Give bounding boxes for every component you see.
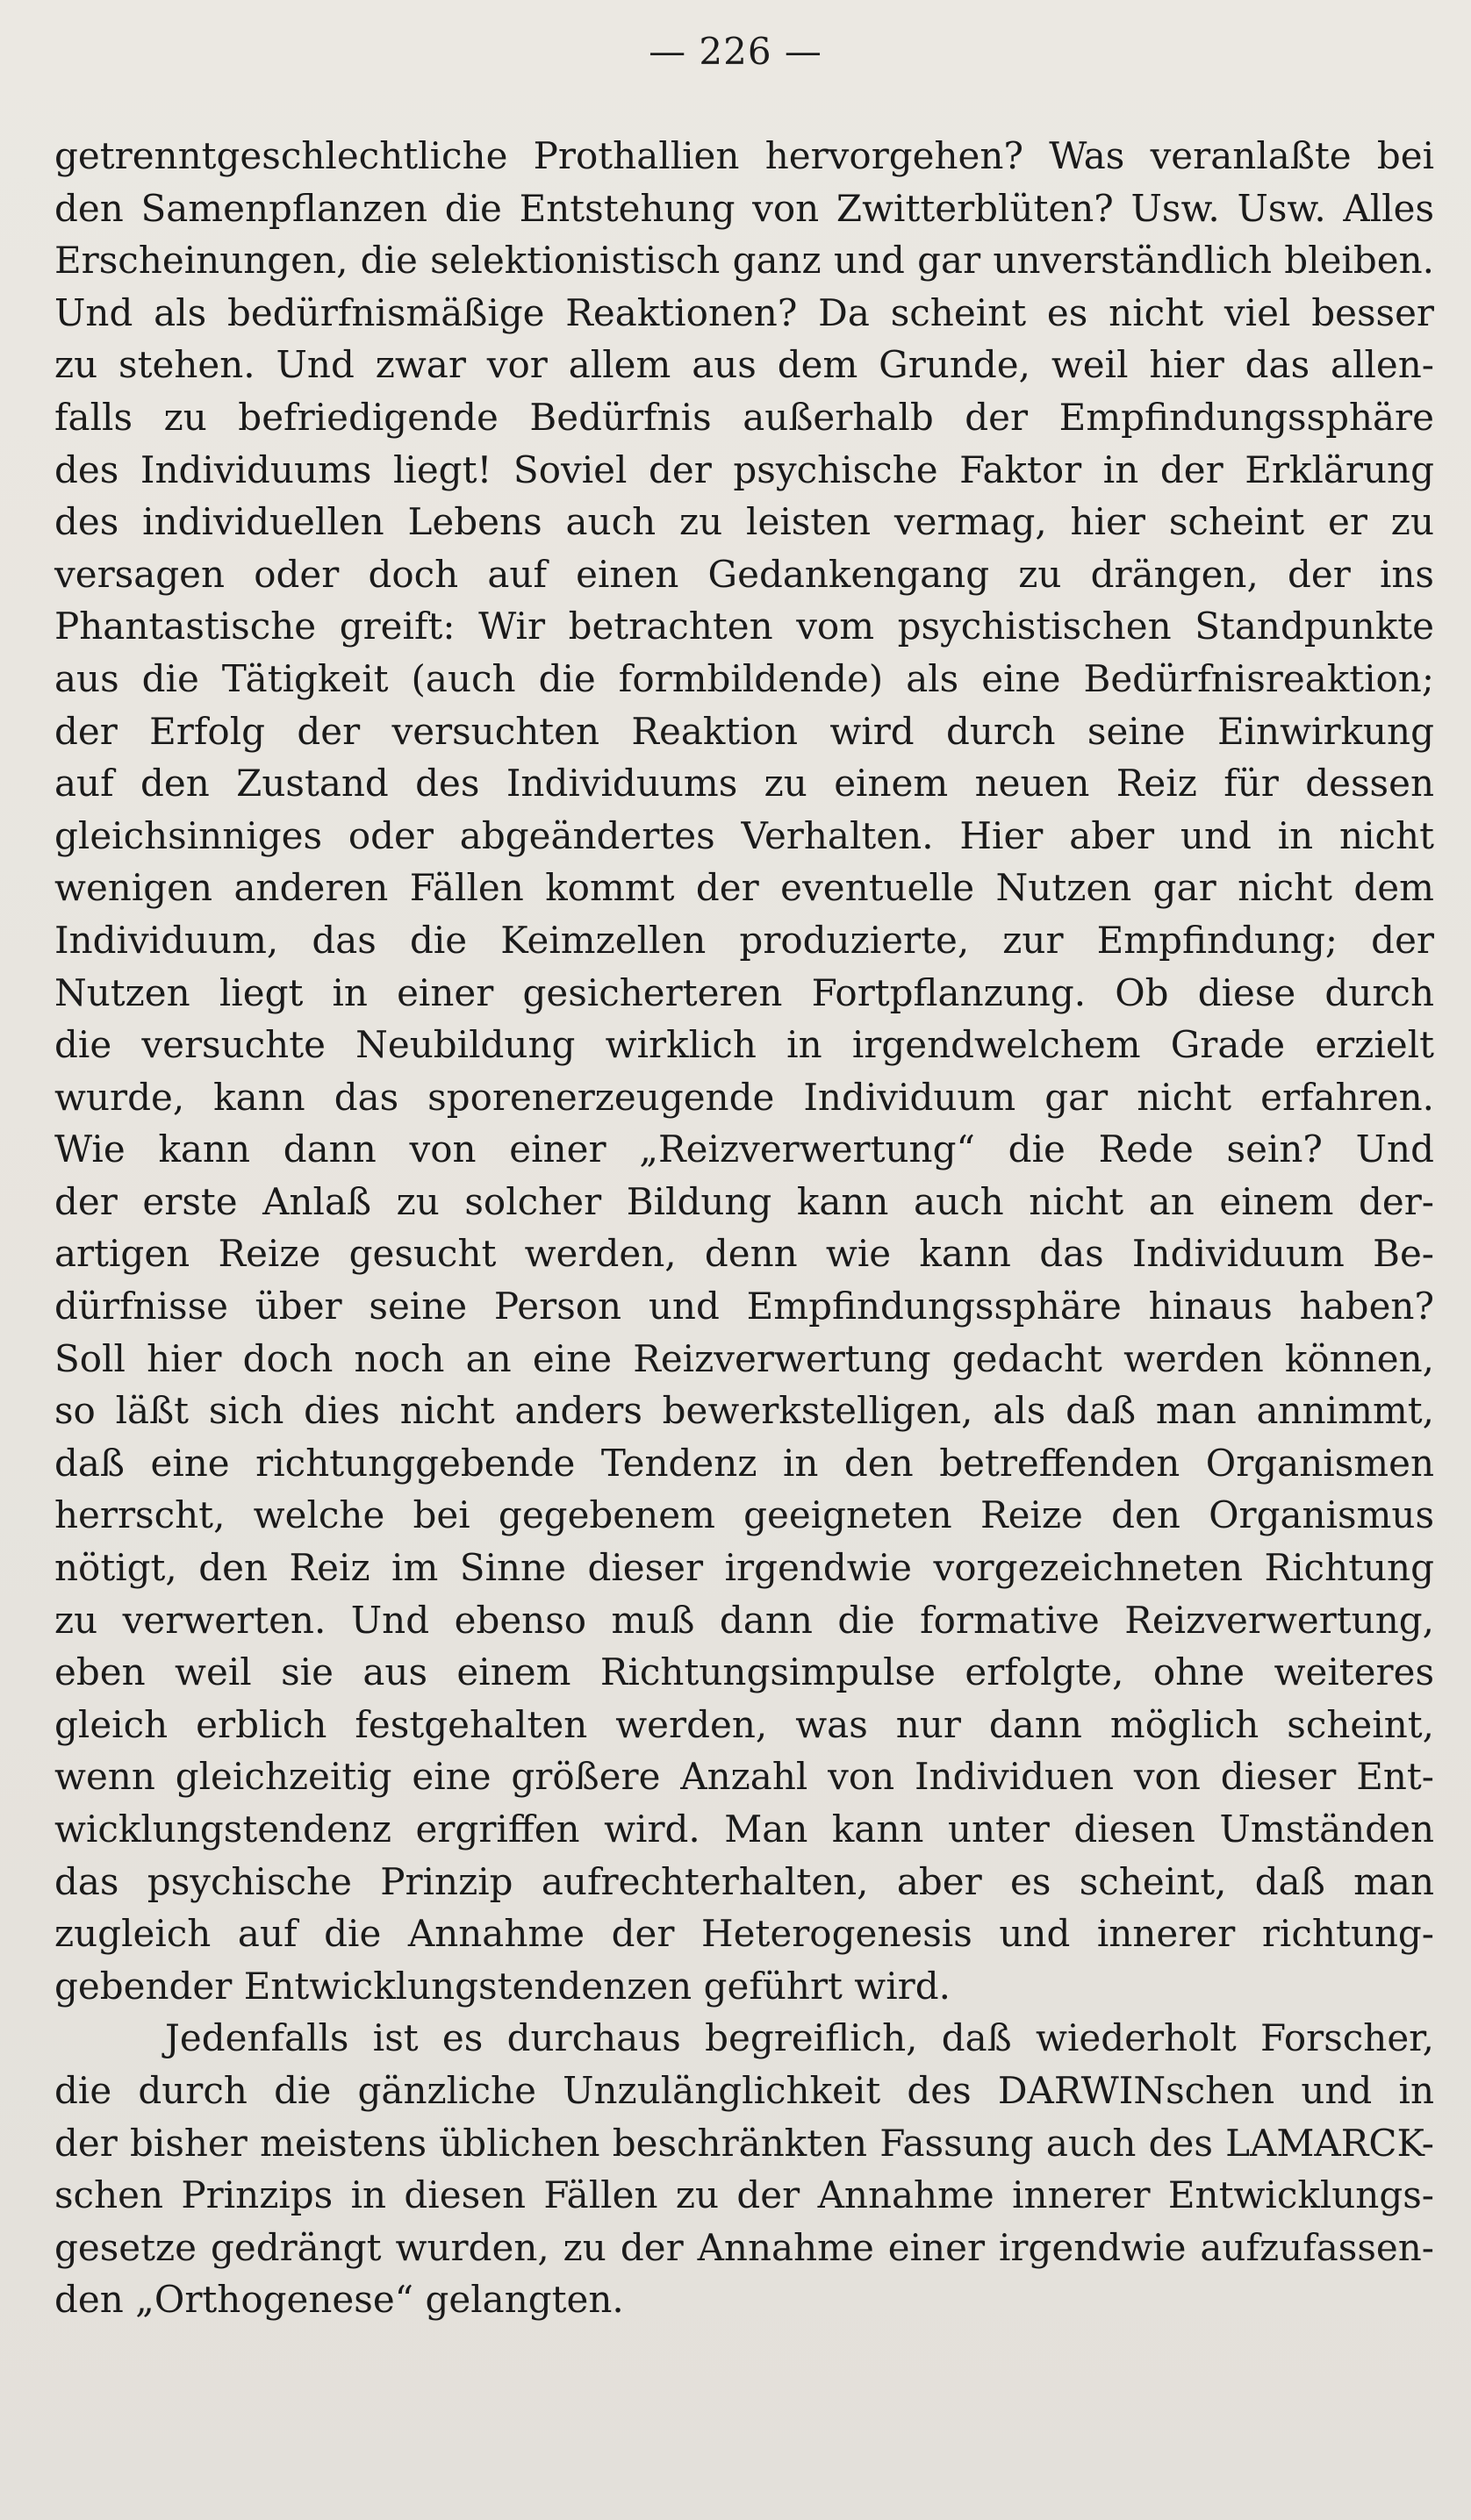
text-line: zugleich auf die Annahme der Heterogenesis und innerer richtung- xyxy=(54,1912,1434,1956)
text-line: gleich erblich festgehalten werden, was nur dann möglich scheint, xyxy=(54,1702,1434,1746)
text-line: der Erfolg der versuchten Reaktion wird durch seine Einwirkung xyxy=(54,709,1434,753)
text-line: so läßt sich dies nicht anders bewerkstelligen, als daß man annimmt, xyxy=(54,1389,1434,1433)
text-line: versagen oder doch auf einen Gedankengang zu drängen, der ins xyxy=(54,552,1434,596)
text-line: Jedenfalls ist es durchaus begreiflich, daß wiederholt Forscher, xyxy=(165,2016,1434,2060)
text-line: zu verwerten. Und ebenso muß dann die formative Reizverwertung, xyxy=(54,1598,1434,1642)
body-text xyxy=(54,130,1434,2326)
text-line: Erscheinungen, die selektionistisch ganz und gar unverständlich bleiben. xyxy=(54,239,1434,283)
text-line: des individuellen Lebens auch zu leisten vermag, hier scheint er zu xyxy=(54,500,1434,544)
text-line: wurde, kann das sporenerzeugende Individuum gar nicht erfahren. xyxy=(54,1075,1434,1119)
text-line: wenn gleichzeitig eine größere Anzahl von Individuen von dieser Ent- xyxy=(54,1755,1434,1799)
text-line: die versuchte Neubildung wirklich in irgendwelchem Grade erzielt xyxy=(54,1023,1434,1067)
text-line: daß eine richtunggebende Tendenz in den betreffenden Organismen xyxy=(54,1441,1434,1485)
text-line: auf den Zustand des Individuums zu einem neuen Reiz für dessen xyxy=(54,762,1434,805)
text-line: zu stehen. Und zwar vor allem aus dem Grunde, weil hier das allen- xyxy=(54,343,1434,387)
text-line: dürfnisse über seine Person und Empfindungssphäre hinaus haben? xyxy=(54,1285,1434,1328)
text-line: wenigen anderen Fällen kommt der eventuelle Nutzen gar nicht dem xyxy=(54,866,1434,910)
text-line: nötigt, den Reiz im Sinne dieser irgendwie vorgezeichneten Richtung xyxy=(54,1546,1434,1590)
text-line: des Individuums liegt! Soviel der psychische Faktor in der Erklärung xyxy=(54,447,1434,491)
text-line: Soll hier doch noch an eine Reizverwertung gedacht werden können, xyxy=(54,1336,1434,1380)
text-line: das psychische Prinzip aufrechterhalten, aber es scheint, daß man xyxy=(54,1859,1434,1903)
text-line: getrenntgeschlechtliche Prothallien hervorgehen? Was veranlaßte bei xyxy=(54,134,1434,177)
text-line: der bisher meistens üblichen beschränkten Fassung auch des LAMARCK- xyxy=(54,2121,1434,2165)
text-line: wicklungstendenz ergriffen wird. Man kann unter diesen Umständen xyxy=(54,1808,1434,1851)
text-line: gesetze gedrängt wurden, zu der Annahme einer irgendwie aufzufassen- xyxy=(54,2225,1434,2269)
page-number: — 226 — xyxy=(649,30,822,73)
text-line: schen Prinzips in diesen Fällen zu der Annahme innerer Entwicklungs- xyxy=(54,2173,1434,2217)
text-line: Wie kann dann von einer „Reizverwertung“ die Rede sein? Und xyxy=(54,1128,1434,1171)
text-line: eben weil sie aus einem Richtungsimpulse erfolgte, ohne weiteres xyxy=(54,1650,1434,1694)
text-line: den Samenpflanzen die Entstehung von Zwitterblüten? Usw. Usw. Alles xyxy=(54,186,1434,230)
text-line: den „Orthogenese“ gelangten. xyxy=(54,2278,624,2322)
text-line: Und als bedürfnismäßige Reaktionen? Da scheint es nicht viel besser xyxy=(54,290,1434,334)
text-line: gebender Entwicklungstendenzen geführt wird. xyxy=(54,1964,951,2008)
text-line: falls zu befriedigende Bedürfnis außerhalb der Empfindungssphäre xyxy=(54,395,1434,439)
paragraph-2 xyxy=(54,2012,1434,2326)
text-line: artigen Reize gesucht werden, denn wie kann das Individuum Be- xyxy=(54,1232,1434,1276)
text-line: herrscht, welche bei gegebenem geeigneten Reize den Organismus xyxy=(54,1493,1434,1537)
text-line: aus die Tätigkeit (auch die formbildende) als eine Bedürfnisreaktion; xyxy=(54,656,1434,700)
text-line: Phantastische greift: Wir betrachten vom psychistischen Standpunkte xyxy=(54,605,1434,648)
text-line: Individuum, das die Keimzellen produzierte, zur Empfindung; der xyxy=(54,918,1434,962)
paragraph-1 xyxy=(54,130,1434,2012)
text-line: der erste Anlaß zu solcher Bildung kann auch nicht an einem der- xyxy=(54,1179,1434,1223)
text-line: die durch die gänzliche Unzulänglichkeit des DARWINschen und in xyxy=(54,2068,1434,2112)
text-line: Nutzen liegt in einer gesicherteren Fortpflanzung. Ob diese durch xyxy=(54,970,1434,1014)
text-line: gleichsinniges oder abgeändertes Verhalten. Hier aber und in nicht xyxy=(54,813,1434,857)
